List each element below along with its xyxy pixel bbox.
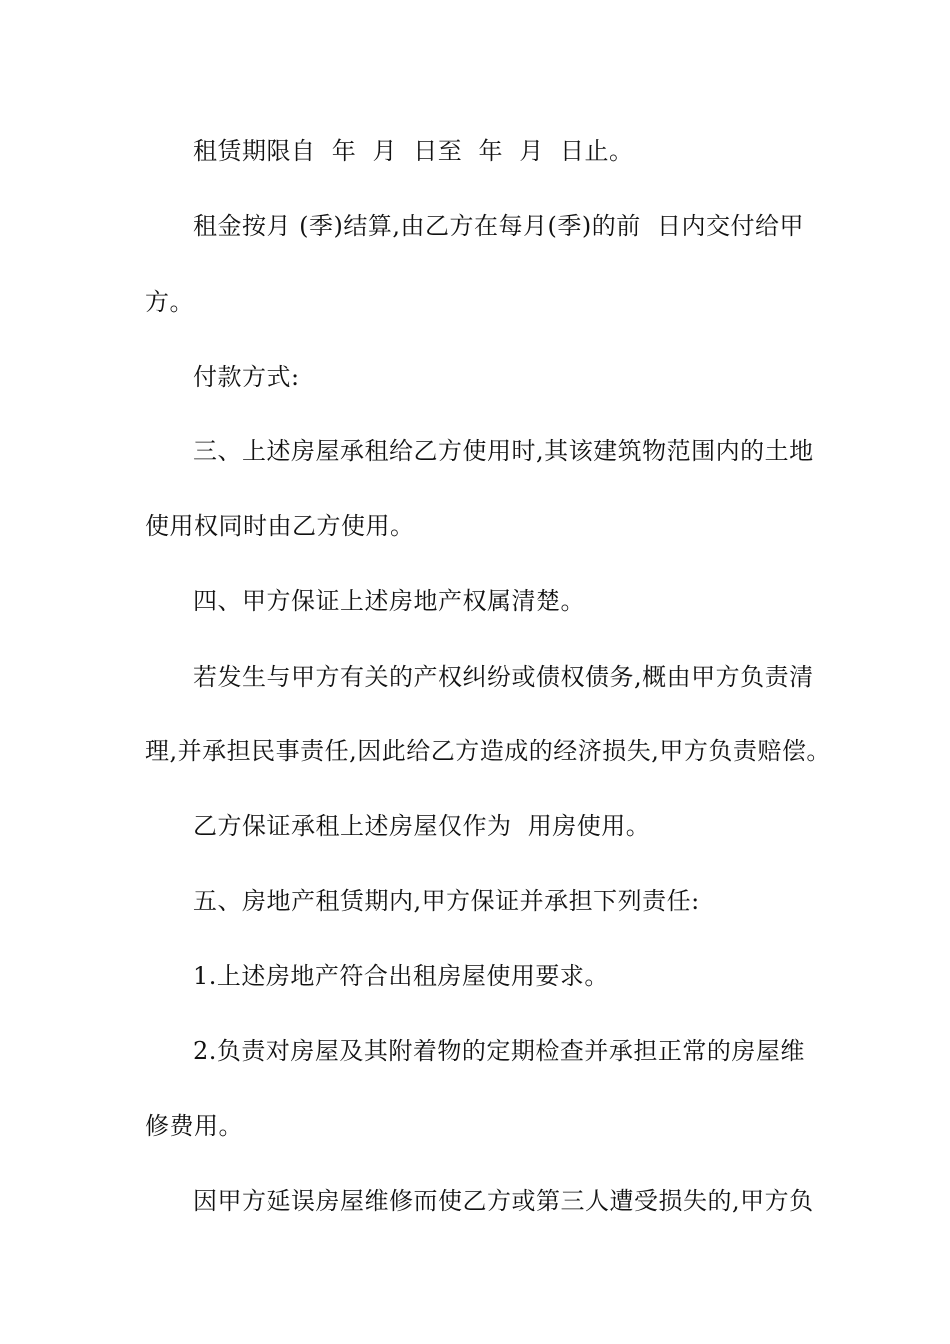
paragraph-line: 四、甲方保证上述房地产权属清楚。 [193, 587, 585, 615]
paragraph-line: 付款方式: [193, 363, 300, 391]
paragraph-line: 理,并承担民事责任,因此给乙方造成的经济损失,甲方负责赔偿。 [145, 737, 831, 765]
paragraph-line: 方。 [145, 288, 194, 316]
paragraph-line: 租金按月 (季)结算,由乙方在每月(季)的前 日内交付给甲 [193, 212, 804, 240]
paragraph-line: 三、上述房屋承租给乙方使用时,其该建筑物范围内的土地 [193, 437, 814, 465]
paragraph-line: 使用权同时由乙方使用。 [145, 512, 415, 540]
paragraph-line: 因甲方延误房屋维修而使乙方或第三人遭受损失的,甲方负 [193, 1187, 814, 1215]
paragraph-line: 五、房地产租赁期内,甲方保证并承担下列责任: [193, 887, 700, 915]
paragraph-line: 租赁期限自 年 月 日至 年 月 日止。 [193, 137, 634, 165]
paragraph-line: 乙方保证承租上述房屋仅作为 用房使用。 [193, 812, 651, 840]
paragraph-line: 1.上述房地产符合出租房屋使用要求。 [193, 962, 609, 990]
paragraph-line: 2.负责对房屋及其附着物的定期检查并承担正常的房屋维 [193, 1037, 805, 1065]
paragraph-line: 修费用。 [145, 1112, 243, 1140]
paragraph-line: 若发生与甲方有关的产权纠纷或债权债务,概由甲方负责清 [193, 663, 814, 691]
